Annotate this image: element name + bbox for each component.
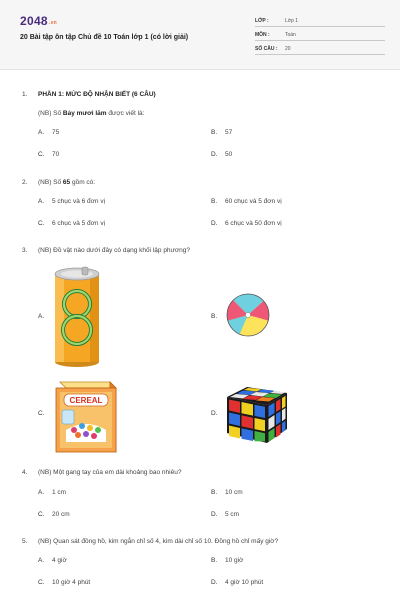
site-logo[interactable]	[20, 14, 57, 28]
meta-question-count	[255, 44, 385, 55]
option-text: 70	[52, 151, 60, 158]
question-1-option-c[interactable]	[38, 151, 59, 158]
option-letter: B.	[211, 489, 218, 496]
question-1-option-a[interactable]	[38, 129, 59, 136]
option-text: 4 giờ	[52, 557, 67, 564]
question-5-option-d[interactable]	[211, 579, 263, 586]
meta-value: Toán	[285, 32, 296, 38]
option-text: 10 giờ 4 phút	[52, 579, 91, 586]
question-4-option-a[interactable]	[38, 489, 66, 496]
question-text-bold: 65	[62, 179, 71, 186]
meta-label: MÔN :	[255, 32, 270, 38]
option-letter: C.	[38, 511, 45, 518]
meta-value: 20	[285, 46, 291, 52]
option-text: 6 chục và 5 đơn vị	[52, 220, 106, 227]
option-letter: B.	[211, 129, 218, 136]
option-text: 6 chục và 50 đơn vị	[225, 220, 282, 227]
question-3-text: (NB) Đồ vật nào dưới đây có dạng khối lập phương?	[38, 247, 191, 254]
option-letter: C.	[38, 220, 45, 227]
cereal-box-icon[interactable]	[52, 378, 120, 454]
beach-ball-icon[interactable]	[225, 292, 271, 338]
meta-value: Lớp 1	[285, 18, 299, 24]
question-3-option-c-letter[interactable]: C.	[38, 410, 45, 417]
question-3-option-b-letter[interactable]: B.	[211, 313, 218, 320]
option-text: 10 giờ	[225, 557, 244, 564]
option-letter: A.	[38, 489, 45, 496]
meta-label: SỐ CÂU :	[255, 46, 278, 52]
option-letter: D.	[211, 511, 218, 518]
logo-number: 2048	[20, 14, 48, 28]
question-text-part: gồm có:	[70, 179, 96, 186]
option-text: 60 chục và 5 đơn vị	[225, 198, 282, 205]
question-2-option-c[interactable]	[38, 220, 105, 227]
question-5-text: (NB) Quan sát đồng hồ, kim ngắn chỉ số 4, kim dài chỉ số 10. Đồng hồ chỉ mấy giờ?	[38, 538, 279, 545]
option-text: 50	[225, 151, 233, 158]
question-3-number: 3.	[22, 247, 28, 254]
option-letter: B.	[211, 557, 218, 564]
question-2-option-d[interactable]	[211, 220, 282, 227]
question-text-part: (NB) Số	[38, 179, 63, 186]
option-letter: C.	[38, 151, 45, 158]
question-5-option-b[interactable]	[211, 557, 243, 564]
document-title: 20 Bài tập ôn tập Chủ đề 10 Toán lớp 1 (có lời giải)	[20, 34, 189, 41]
section-number: 1.	[22, 91, 28, 98]
document-header	[0, 0, 400, 70]
logo-domain: .vn	[48, 20, 58, 26]
question-2-option-a[interactable]	[38, 198, 105, 205]
question-2-number: 2.	[22, 179, 28, 186]
question-1-option-d[interactable]	[211, 151, 232, 158]
option-letter: C.	[38, 579, 45, 586]
question-1-option-b[interactable]	[211, 129, 232, 136]
question-5-option-a[interactable]	[38, 557, 67, 564]
question-4-option-c[interactable]	[38, 511, 70, 518]
option-letter: A.	[38, 198, 45, 205]
question-1-text	[38, 110, 144, 117]
option-text: 1 cm	[52, 489, 67, 496]
question-4-number: 4.	[22, 469, 28, 476]
meta-label: LỚP :	[255, 18, 269, 24]
question-text-part: (NB) Số	[38, 110, 63, 117]
option-text: 57	[225, 129, 233, 136]
question-2-text	[38, 179, 95, 186]
option-text: 5 cm	[225, 511, 240, 518]
soda-can-icon[interactable]	[52, 264, 102, 368]
option-text: 5 chục và 6 đơn vị	[52, 198, 106, 205]
question-text-bold: Bảy mươi lăm	[62, 110, 107, 117]
question-2-option-b[interactable]	[211, 198, 282, 205]
option-letter: D.	[211, 579, 218, 586]
question-3-option-d-letter[interactable]: D.	[211, 410, 218, 417]
option-letter: A.	[38, 129, 45, 136]
rubiks-cube-icon[interactable]	[225, 383, 289, 445]
question-4-text: (NB) Một gang tay của em dài khoảng bao nhiêu?	[38, 469, 182, 476]
option-text: 10 cm	[225, 489, 243, 496]
option-text: 75	[52, 129, 60, 136]
section-title: PHẦN 1: MỨC ĐỘ NHẬN BIẾT (6 CÂU)	[38, 91, 156, 98]
cereal-box-label: CEREAL	[69, 396, 103, 405]
question-text-part: được viết là:	[106, 110, 145, 117]
option-text: 4 giờ 10 phút	[225, 579, 264, 586]
option-text: 20 cm	[52, 511, 70, 518]
question-4-option-b[interactable]	[211, 489, 243, 496]
option-letter: D.	[211, 151, 218, 158]
option-letter: B.	[211, 198, 218, 205]
question-4-option-d[interactable]	[211, 511, 239, 518]
option-letter: D.	[211, 220, 218, 227]
meta-class	[255, 16, 385, 27]
meta-subject	[255, 30, 385, 41]
question-5-option-c[interactable]	[38, 579, 90, 586]
question-5-number: 5.	[22, 538, 28, 545]
option-letter: A.	[38, 557, 45, 564]
question-3-option-a-letter[interactable]: A.	[38, 313, 45, 320]
